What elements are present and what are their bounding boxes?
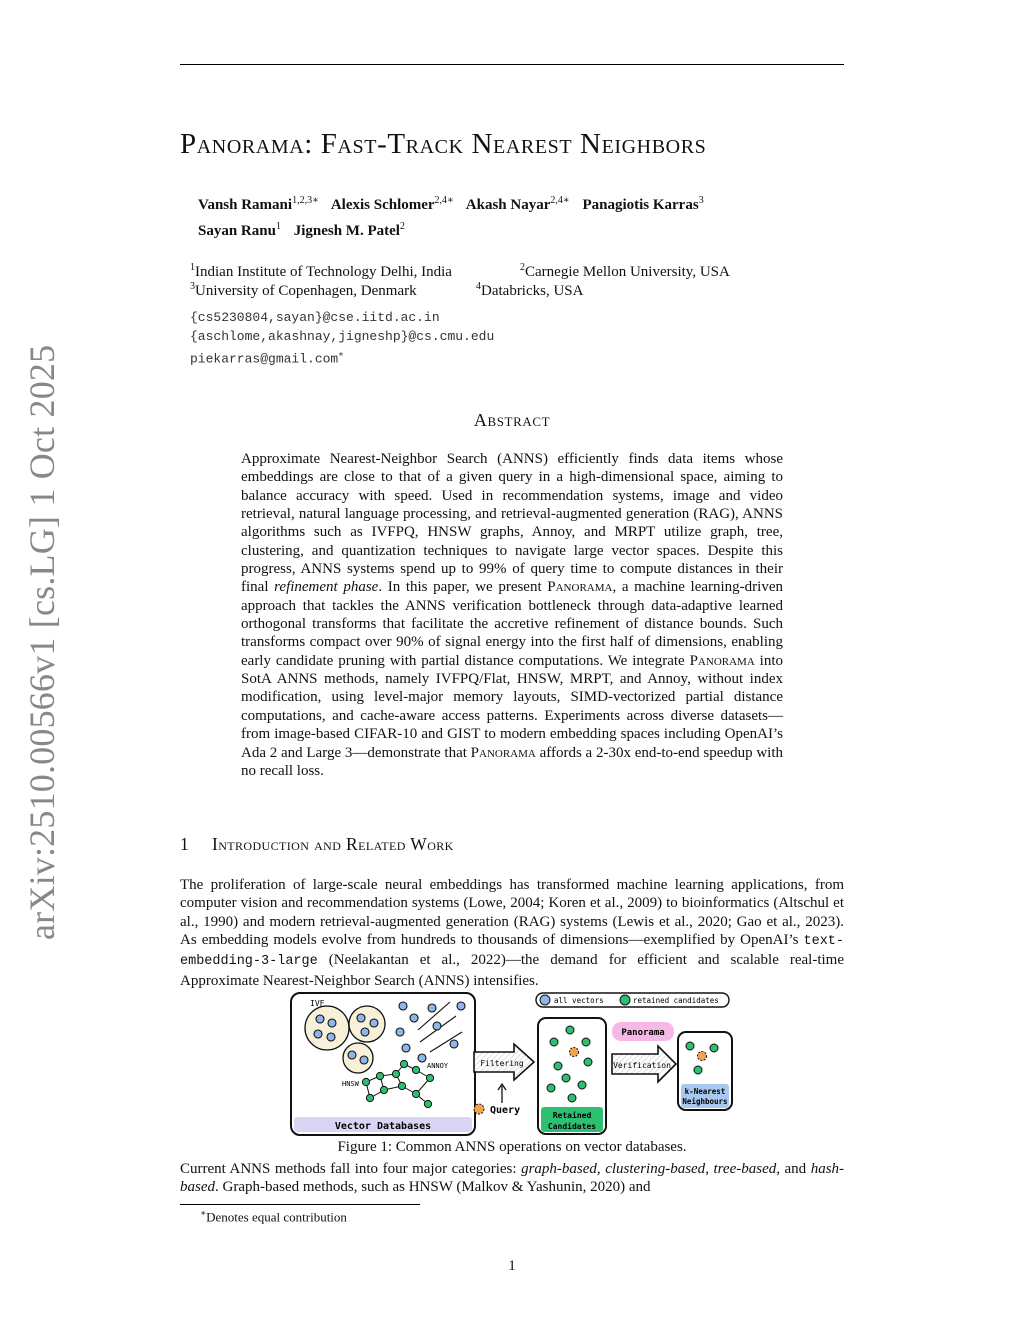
candidate-point bbox=[550, 1038, 558, 1046]
query-label: Query bbox=[490, 1105, 521, 1116]
query-point bbox=[570, 1048, 579, 1057]
email-list bbox=[190, 308, 494, 368]
author: Sayan Ranu$^1$ bbox=[198, 221, 281, 239]
affiliation: $^4$Databricks, USA bbox=[476, 281, 584, 299]
vector-point bbox=[348, 1051, 356, 1059]
affiliation: $^1$Indian Institute of Technology Delhi, India bbox=[190, 262, 452, 280]
candidate-point bbox=[584, 1058, 592, 1066]
panorama-badge-text: Panorama bbox=[621, 1028, 665, 1038]
filtering-label: Filtering bbox=[480, 1059, 524, 1068]
ivf-label: IVF bbox=[310, 999, 325, 1008]
vector-point bbox=[357, 1014, 365, 1022]
paper-title: Panorama: Fast-Track Nearest Neighbors bbox=[180, 128, 707, 160]
hnsw-node bbox=[366, 1094, 373, 1101]
vector-point bbox=[399, 1002, 407, 1010]
hnsw-label: HNSW bbox=[342, 1080, 359, 1088]
neighbor-point bbox=[694, 1066, 702, 1074]
categories-paragraph: Current ANNS methods fall into four major categories: graph-based, clustering-based, tree-based, and hash-based. Graph-based methods, such as HNSW (Malkov & Yashunin, 2020) and bbox=[180, 1161, 845, 1196]
abstract-text: Approximate Nearest-Neighbor Search (ANNS) efficiently finds data items whose embeddings are close to that of a given query in a high-dimensional space, aiming to balance accuracy with speed. Used in recommendation systems, image and video retrieval, natural language processing, and retrieval-augmented generation (RAG), ANNS algorithms such as IVFPQ, HNSW graphs, Annoy, and MRPT utilize graph, tree, clustering, and quantization techniques to navigate large vector spaces. Despite this progress, ANNS systems spend up to 99% of query time to compute distances in their final refinement phase. In this paper, we present Panorama, a machine learning-driven approach that tackles the ANNS verification bottleneck through data-adaptive learned orthogonal transforms that facilitate the accretive refinement of distance bounds. Such transforms compact over 90% of signal energy into the first half of dimensions, enabling early candidate pruning with partial distance computations. We integrate Panorama into SotA ANNS methods, namely IVFPQ/Flat, HNSW, MRPT, and Annoy, without index modification, using level-major memory layouts, SIMD-vectorized partial distance computations, and cache-aware access patterns. Experiments across diverse datasets—from image-based CIFAR-10 and GIST to modern embedding spaces including OpenAI’s Ada 2 and Large 3—demonstrate that Panorama affords a 2-30x end-to-end speedup with no recall loss. bbox=[241, 451, 784, 779]
candidate-point bbox=[578, 1081, 586, 1089]
page-number: 1 bbox=[508, 1258, 516, 1274]
query-point bbox=[474, 1104, 484, 1114]
hnsw-node bbox=[376, 1072, 383, 1079]
verification-label: Verification bbox=[613, 1061, 671, 1070]
vector-point bbox=[410, 1014, 418, 1022]
vector-point bbox=[396, 1028, 404, 1036]
knn-label-1: k-Nearest bbox=[684, 1087, 726, 1096]
vector-point bbox=[360, 1056, 368, 1064]
affiliation: $^3$University of Copenhagen, Denmark bbox=[190, 281, 417, 299]
email: {cs5230804,sayan}@cse.iitd.ac.in bbox=[190, 310, 440, 325]
affiliations bbox=[190, 258, 790, 299]
ivf-cluster bbox=[349, 1006, 385, 1042]
author: Akash Nayar$^{2,4∗}$ bbox=[465, 195, 570, 213]
author: Alexis Schlomer$^{2,4∗}$ bbox=[330, 195, 454, 213]
intro-paragraph: The proliferation of large-scale neural embeddings has transformed machine learning applications, from computer vision and recommendation systems (Lowe, 2004; Koren et al., 2009) to bioinformatics (Altschul et al., 1990) and modern retrieval-augmented generation (RAG) systems (Lewis et al., 2020; Gao et al., 2023). As embedding models evolve from hundreds to thousands of dimensions—exemplified by OpenAI’s text-embedding-3-large (Neelakantan et al., 2022)—the demand for efficient and scalable real-time Approximate Nearest-Neighbor Search (ANNS) intensifies. bbox=[180, 877, 845, 989]
vector-point bbox=[327, 1033, 335, 1041]
abstract-heading: Abstract bbox=[473, 410, 551, 430]
email: {aschlome,akashnay,jigneshp}@cs.cmu.edu bbox=[190, 329, 495, 344]
hnsw-node bbox=[380, 1086, 387, 1093]
section-heading: 1 Introduction and Related Work bbox=[180, 834, 454, 854]
vector-point bbox=[450, 1040, 458, 1048]
candidate-point bbox=[554, 1062, 562, 1070]
vector-point bbox=[418, 1054, 426, 1062]
candidate-point bbox=[566, 1026, 574, 1034]
email: piekarras@gmail.com∗ bbox=[190, 350, 344, 367]
vector-point bbox=[370, 1019, 378, 1027]
annoy-label: ANNOY bbox=[427, 1062, 449, 1070]
neighbor-point bbox=[686, 1042, 694, 1050]
knn-label-2: Neighbours bbox=[682, 1097, 728, 1106]
author: Panagiotis Karras$^3$ bbox=[582, 195, 704, 213]
hnsw-node bbox=[412, 1090, 419, 1097]
footnote-rule bbox=[180, 1204, 420, 1205]
hnsw-node bbox=[426, 1074, 433, 1081]
author: Vansh Ramani$^{1,2,3∗}$ bbox=[198, 195, 319, 213]
candidate-point bbox=[562, 1074, 570, 1082]
candidate-point bbox=[582, 1038, 590, 1046]
affiliation: $^2$Carnegie Mellon University, USA bbox=[520, 262, 730, 280]
vector-point bbox=[457, 1002, 465, 1010]
legend-all-marker bbox=[540, 995, 550, 1005]
legend-all-text: all vectors bbox=[554, 996, 604, 1005]
legend-retained-marker bbox=[620, 995, 630, 1005]
hnsw-node bbox=[412, 1066, 419, 1073]
candidate-point bbox=[568, 1094, 576, 1102]
vector-database-label: Vector Databases bbox=[334, 1121, 432, 1132]
vector-point bbox=[428, 1004, 436, 1012]
ivf-cluster bbox=[305, 1006, 349, 1050]
candidate-point bbox=[547, 1084, 555, 1092]
ivf-cluster bbox=[343, 1043, 373, 1073]
figure-ann-operations bbox=[290, 990, 735, 1138]
hnsw-node bbox=[424, 1100, 431, 1107]
vector-point bbox=[433, 1022, 441, 1030]
author-list bbox=[198, 190, 838, 242]
retained-label-1: Retained bbox=[552, 1111, 592, 1120]
top-rule bbox=[180, 64, 844, 65]
vector-point bbox=[314, 1030, 322, 1038]
neighbor-point bbox=[710, 1044, 718, 1052]
vector-point bbox=[328, 1019, 336, 1027]
legend-retained-text: retained candidates bbox=[633, 996, 719, 1005]
footnote: ∗Denotes equal contribution bbox=[200, 1208, 347, 1225]
vector-point bbox=[402, 1044, 410, 1052]
hnsw-node bbox=[362, 1078, 369, 1085]
query-point bbox=[698, 1052, 707, 1061]
vector-point bbox=[316, 1015, 324, 1023]
author: Jignesh M. Patel$^2$ bbox=[293, 221, 405, 239]
hnsw-node bbox=[400, 1060, 407, 1067]
arxiv-stamp: arXiv:2510.00566v1 [cs.LG] 1 Oct 2025 bbox=[22, 344, 62, 940]
figure-caption: Figure 1: Common ANNS operations on vector databases. bbox=[337, 1139, 687, 1155]
hnsw-node bbox=[392, 1070, 399, 1077]
retained-label-2: Candidates bbox=[547, 1122, 597, 1131]
vector-point bbox=[361, 1028, 369, 1036]
hnsw-node bbox=[398, 1082, 405, 1089]
